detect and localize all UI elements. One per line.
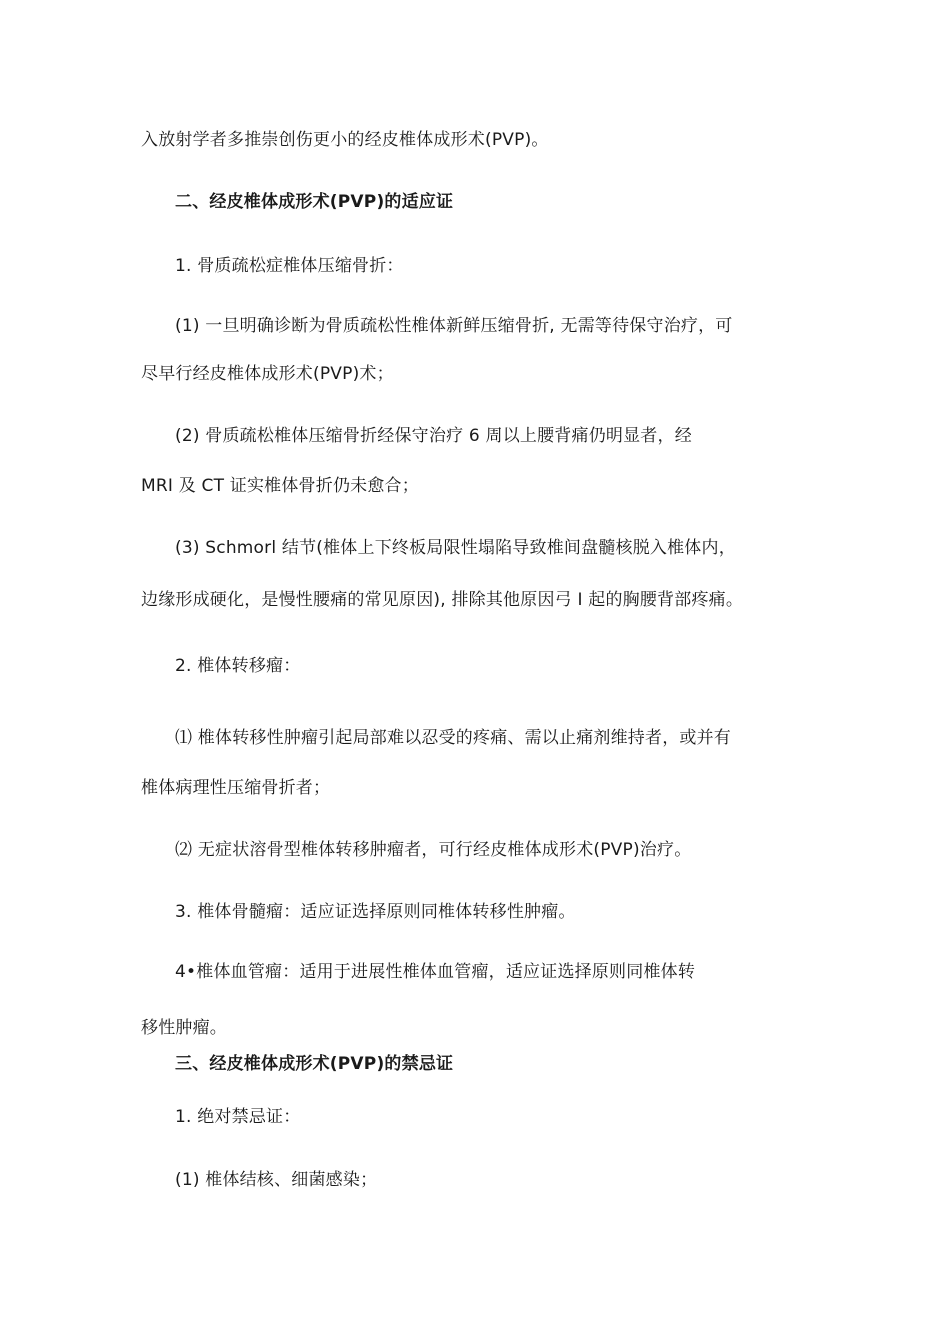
paragraph-line: (3) Schmorl 结节(椎体上下终板局限性塌陷导致椎间盘髓核脱入椎体内， <box>175 538 736 558</box>
paragraph-line: MRI 及 CT 证实椎体骨折仍未愈合； <box>141 476 419 496</box>
paragraph-line: ⑴ 椎体转移性肿瘤引起局部难以忍受的疼痛、需以止痛剂维持者，或并有 <box>175 728 732 748</box>
section-heading: 三、经皮椎体成形术(PVP)的禁忌证 <box>175 1054 454 1074</box>
paragraph-line: (1) 一旦明确诊断为骨质疏松性椎体新鲜压缩骨折, 无需等待保守治疗，可 <box>175 316 733 336</box>
list-heading: 2. 椎体转移瘤： <box>175 656 301 676</box>
paragraph-line: 入放射学者多推崇创伤更小的经皮椎体成形术(PVP)。 <box>141 130 549 150</box>
paragraph-line: 移性肿瘤。 <box>141 1018 227 1038</box>
section-heading: 二、经皮椎体成形术(PVP)的适应证 <box>175 192 454 212</box>
paragraph-line: 3. 椎体骨髓瘤：适应证选择原则同椎体转移性肿瘤。 <box>175 902 576 922</box>
paragraph-line: 4•椎体血管瘤：适用于进展性椎体血管瘤，适应证选择原则同椎体转 <box>175 962 696 982</box>
paragraph-line: 椎体病理性压缩骨折者； <box>141 778 331 798</box>
list-heading: 1. 绝对禁忌证： <box>175 1107 301 1127</box>
list-heading: 1. 骨质疏松症椎体压缩骨折： <box>175 256 404 276</box>
paragraph-line: ⑵ 无症状溶骨型椎体转移肿瘤者，可行经皮椎体成形术(PVP)治疗。 <box>175 840 692 860</box>
paragraph-line: (2) 骨质疏松椎体压缩骨折经保守治疗 6 周以上腰背痛仍明显者，经 <box>175 426 692 446</box>
paragraph-line: (1) 椎体结核、细菌感染； <box>175 1170 378 1190</box>
paragraph-line: 尽早行经皮椎体成形术(PVP)术； <box>141 364 394 384</box>
paragraph-line: 边缘形成硬化，是慢性腰痛的常见原因), 排除其他原因弓 I 起的胸腰背部疼痛。 <box>141 590 744 610</box>
